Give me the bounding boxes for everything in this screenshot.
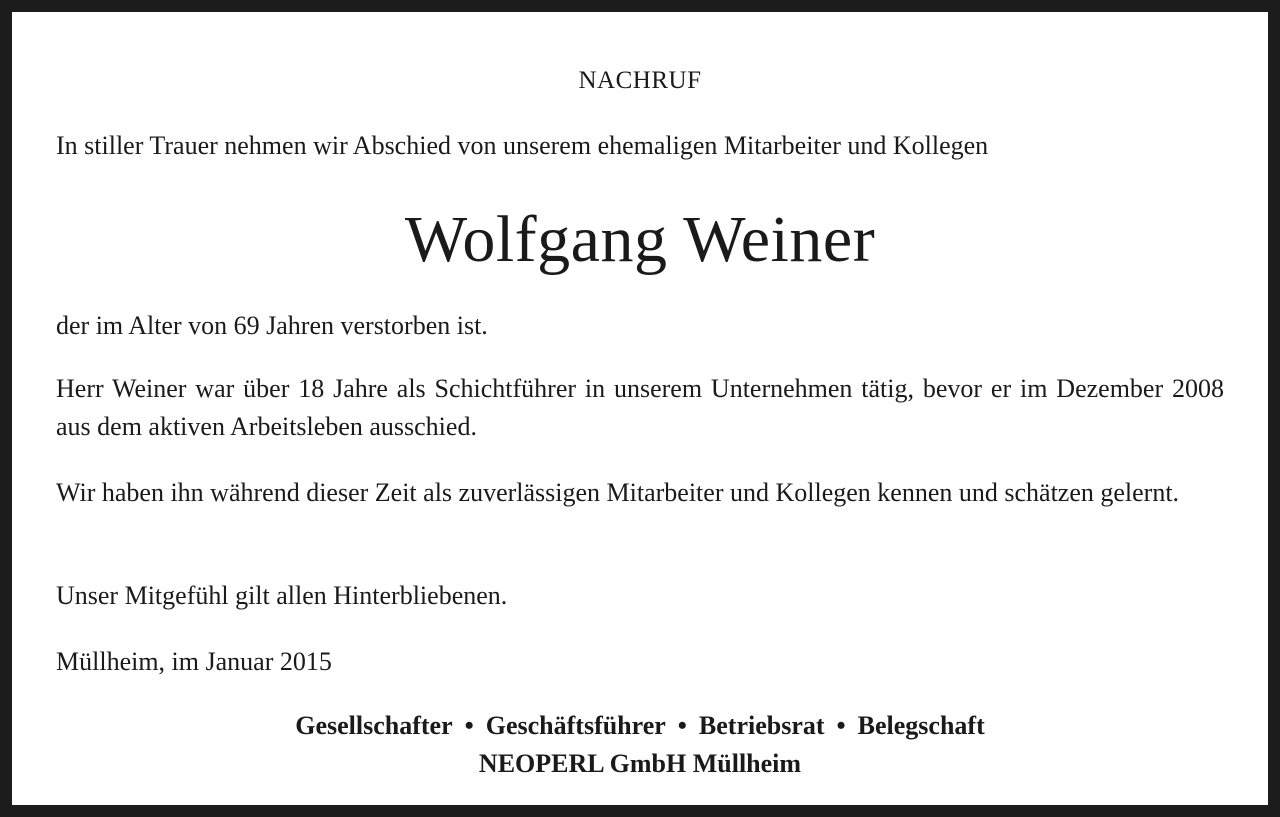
notice-heading: NACHRUF: [578, 67, 702, 94]
signer-item: Geschäftsführer: [485, 711, 666, 740]
career-paragraph: Herr Weiner war über 18 Jahre als Schichtführer in unserem Unternehmen tätig, bevor er im Dezember 2008 aus dem aktiven Arbeitsleben ausschied.: [56, 374, 1224, 441]
signer-item: Belegschaft: [857, 711, 985, 740]
signer-item: Betriebsrat: [698, 711, 825, 740]
signer-item: Gesellschafter: [295, 711, 453, 740]
condolence-paragraph: Unser Mitgefühl gilt allen Hinterbliebenen.: [56, 581, 508, 610]
place-date: Müllheim, im Januar 2015: [56, 647, 332, 676]
bullet-separator: •: [677, 711, 687, 740]
notice-content: [56, 12, 1224, 805]
appreciation-paragraph: Wir haben ihn während dieser Zeit als zuverlässigen Mitarbeiter und Kollegen kennen und schätzen gelernt.: [56, 478, 1180, 507]
bullet-separator: •: [464, 711, 474, 740]
signers-line: [56, 707, 1224, 745]
age-paragraph: der im Alter von 69 Jahren verstorben ist.: [56, 311, 488, 340]
deceased-name: Wolfgang Weiner: [404, 203, 876, 276]
bullet-separator: •: [836, 711, 846, 740]
company-name: NEOPERL GmbH Müllheim: [478, 749, 802, 778]
intro-text: In stiller Trauer nehmen wir Abschied von unserem ehemaligen Mitarbeiter und Kollegen: [56, 131, 989, 160]
